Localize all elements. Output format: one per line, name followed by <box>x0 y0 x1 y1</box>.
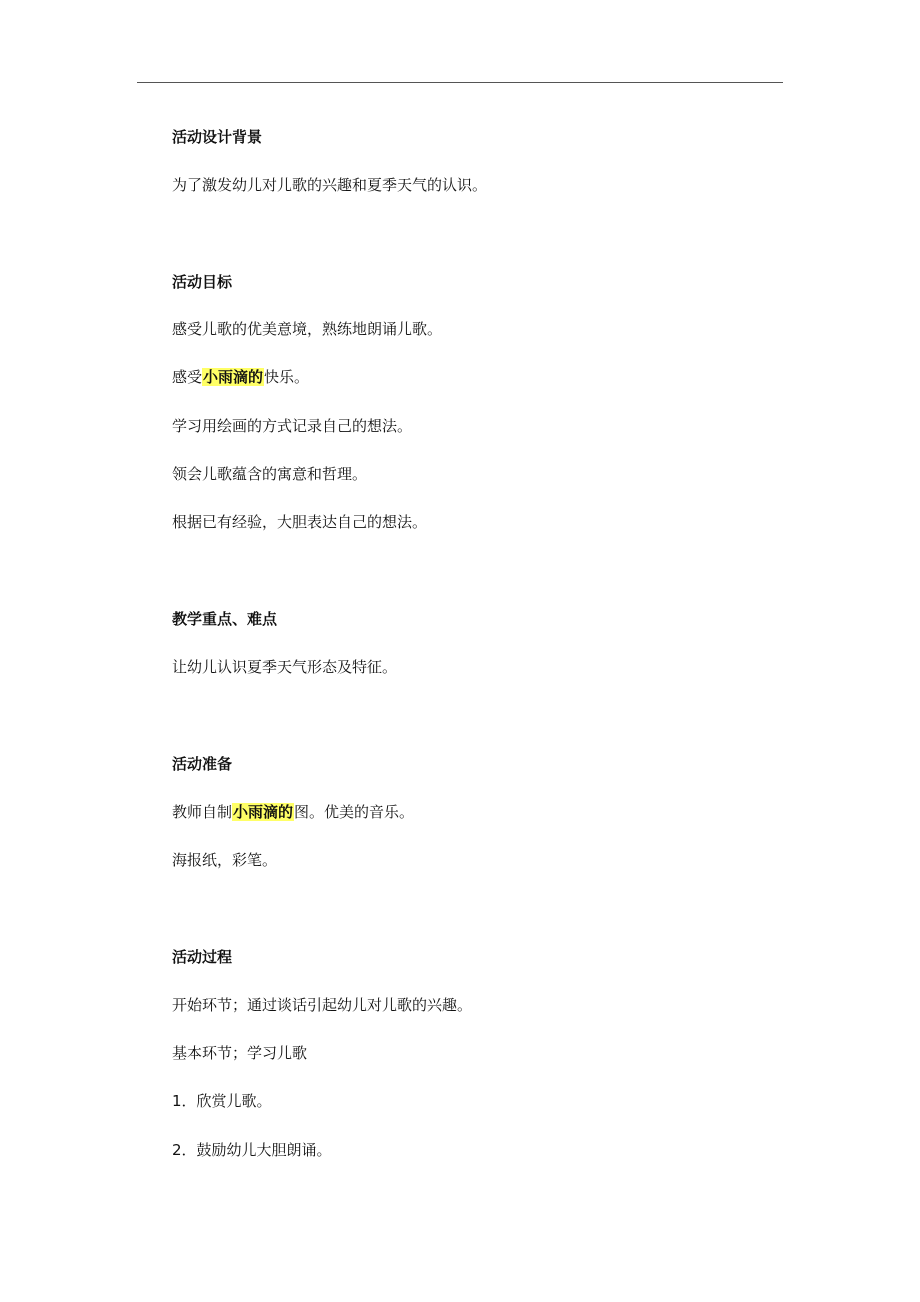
highlighted-text: 小雨滴的 <box>203 368 264 386</box>
process-item-3: 1．欣赏儿歌。 <box>172 1092 272 1110</box>
process-item-1: 开始环节；通过谈话引起幼儿对儿歌的兴趣。 <box>172 996 473 1014</box>
highlighted-text: 小雨滴的 <box>233 803 294 821</box>
goal-item-3: 学习用绘画的方式记录自己的想法。 <box>172 417 413 435</box>
process-item-4: 2．鼓励幼儿大胆朗诵。 <box>172 1141 332 1159</box>
section-heading-goals: 活动目标 <box>172 273 233 291</box>
prep-item-1-pre: 教师自制 <box>172 803 233 821</box>
section-heading-prep: 活动准备 <box>172 755 233 773</box>
background-text: 为了激发幼儿对儿歌的兴趣和夏季天气的认识。 <box>172 176 488 194</box>
process-item-2: 基本环节；学习儿歌 <box>172 1044 308 1062</box>
section-heading-process: 活动过程 <box>172 948 233 966</box>
prep-item-1 <box>172 801 414 823</box>
goal-item-2-post: 快乐。 <box>264 368 310 386</box>
goal-item-2-pre: 感受 <box>172 368 203 386</box>
goal-item-2 <box>172 366 309 388</box>
prep-item-2: 海报纸，彩笔。 <box>172 851 278 869</box>
prep-item-1-post: 图。优美的音乐。 <box>294 803 415 821</box>
goal-item-5: 根据已有经验，大胆表达自己的想法。 <box>172 513 428 531</box>
goal-item-1: 感受儿歌的优美意境，熟练地朗诵儿歌。 <box>172 320 443 338</box>
section-heading-focus: 教学重点、难点 <box>172 610 278 628</box>
goal-item-4: 领会儿歌蕴含的寓意和哲理。 <box>172 465 368 483</box>
header-divider <box>137 82 783 83</box>
section-heading-background: 活动设计背景 <box>172 128 263 146</box>
focus-text: 让幼儿认识夏季天气形态及特征。 <box>172 658 398 676</box>
